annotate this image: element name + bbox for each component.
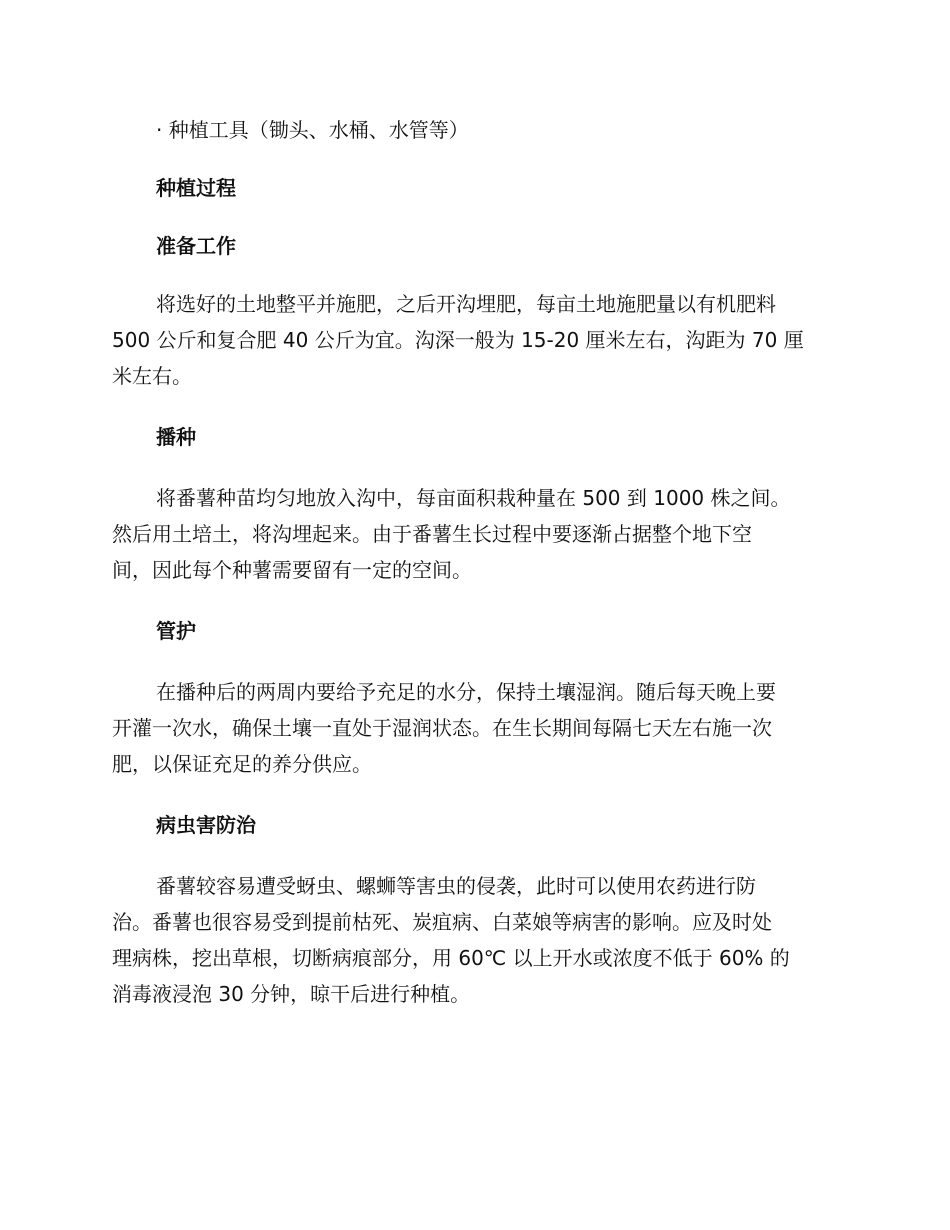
bullet-item-tools: · 种植工具（锄头、水桶、水管等） bbox=[156, 118, 469, 142]
paragraph-line: 将番薯种苗均匀地放入沟中，每亩面积栽种量在 500 到 1000 株之间。 bbox=[156, 486, 791, 510]
paragraph-line: 消毒液浸泡 30 分钟，晾干后进行种植。 bbox=[112, 982, 471, 1006]
heading-planting-process: 种植过程 bbox=[156, 176, 236, 200]
paragraph-line: 理病株，挖出草根，切断病痕部分，用 60℃ 以上开水或浓度不低于 60% 的 bbox=[112, 946, 790, 970]
paragraph-line: 治。番薯也很容易受到提前枯死、炭疽病、白菜娘等病害的影响。应及时处 bbox=[112, 910, 772, 934]
paragraph-sowing bbox=[112, 480, 838, 588]
paragraph-line: 500 公斤和复合肥 40 公斤为宜。沟深一般为 15-20 厘米左右，沟距为 70 厘 bbox=[112, 328, 804, 352]
paragraph-care bbox=[112, 674, 838, 782]
paragraph-pest-control bbox=[112, 868, 838, 1012]
document-page bbox=[112, 112, 838, 1012]
paragraph-line: 肥，以保证充足的养分供应。 bbox=[112, 752, 372, 776]
paragraph-line: 然后用土培土，将沟埋起来。由于番薯生长过程中要逐渐占据整个地下空 bbox=[112, 522, 752, 546]
paragraph-line: 番薯较容易遭受蚜虫、螺蛳等害虫的侵袭，此时可以使用农药进行防 bbox=[156, 874, 756, 898]
paragraph-line: 米左右。 bbox=[112, 364, 192, 388]
paragraph-line: 在播种后的两周内要给予充足的水分，保持土壤湿润。随后每天晚上要 bbox=[156, 680, 776, 704]
paragraph-line: 将选好的土地整平并施肥，之后开沟埋肥，每亩土地施肥量以有机肥料 bbox=[156, 292, 776, 316]
paragraph-preparation bbox=[112, 286, 838, 394]
paragraph-line: 开灌一次水，确保土壤一直处于湿润状态。在生长期间每隔七天左右施一次 bbox=[112, 716, 772, 740]
heading-pest-control: 病虫害防治 bbox=[156, 813, 256, 837]
heading-care: 管护 bbox=[156, 619, 196, 643]
heading-sowing: 播种 bbox=[156, 425, 196, 449]
heading-preparation: 准备工作 bbox=[156, 234, 236, 258]
paragraph-line: 间，因此每个种薯需要留有一定的空间。 bbox=[112, 558, 472, 582]
